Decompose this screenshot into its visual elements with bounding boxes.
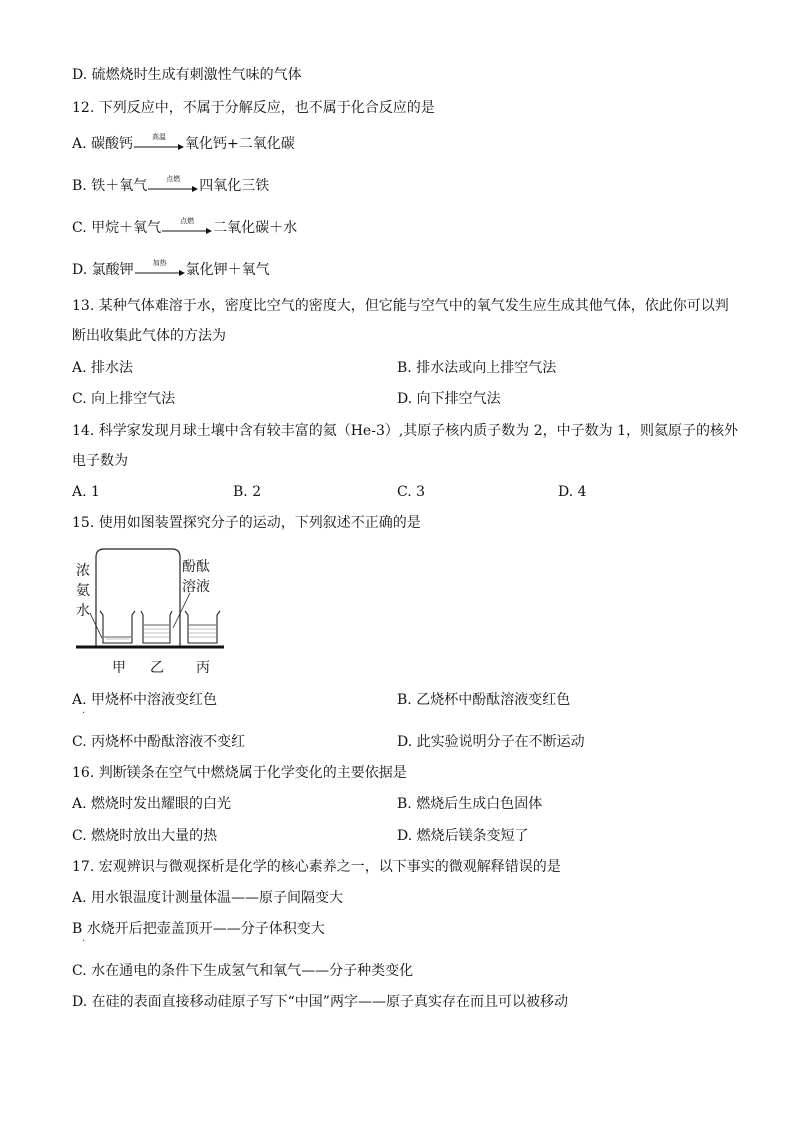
reaction-arrow [148,175,198,193]
q14-option-b: B. 2 [233,484,262,500]
q14-option-c: C. 3 [397,484,426,500]
q12-c-letter: C. [72,220,87,236]
beaker-label-yi: 乙 [150,660,164,676]
q17-option-d: D. 在硅的表面直接移动硅原子写下“中国”两字——原子真实存在而且可以被移动 [72,994,568,1010]
ammonia-label-char: 浓 [76,563,90,579]
reaction-arrow [134,133,184,151]
q13-option-c: C. 向上排空气法 [72,391,176,407]
q12-c-reactant: 甲烷＋氧气 [91,220,162,236]
q15-apparatus-figure [72,543,232,683]
q12-option-d [72,260,270,280]
q12-d-product: 氯化钾＋氧气 [185,262,270,278]
q16-stem: 16. 判断镁条在空气中燃烧属于化学变化的主要依据是 [72,765,407,781]
q12-a-reactant: 碳酸钙 [91,136,134,152]
stray-dot: · [82,936,86,947]
phenolphthalein-label-line: 溶液 [182,579,210,595]
q17-stem: 17. 宏观辨识与微观探析是化学的核心素养之一，以下事实的微观解释错误的是 [72,859,561,875]
reaction-arrow [162,217,212,235]
q13-stem-line1: 13. 某种气体难溶于水，密度比空气的密度大，但它能与空气中的氧气发生应生成其他气体，依此你可以判 [72,298,729,314]
phenolphthalein-label-line: 酚酞 [182,559,210,575]
phenolphthalein-label [182,557,210,597]
q16-option-b: B. 燃烧后生成白色固体 [397,796,543,812]
ammonia-label-char: 水 [76,603,90,619]
q17-option-c: C. 水在通电的条件下生成氢气和氧气——分子种类变化 [72,963,414,979]
reaction-condition: 高温 [152,133,167,141]
beaker-label-jia: 甲 [112,660,126,676]
q14-stem-line2: 电子数为 [72,453,128,469]
q15-option-a: A. 甲烧杯中溶液变红色 [72,692,218,708]
q15-option-b: B. 乙烧杯中酚酞溶液变红色 [397,692,571,708]
q12-option-b [72,176,269,196]
q13-stem-line2: 断出收集此气体的方法为 [72,328,226,344]
q13-option-a: A. 排水法 [72,360,134,376]
q12-b-product: 四氧化三铁 [199,178,270,194]
q15-stem: 15. 使用如图装置探究分子的运动，下列叙述不正确的是 [72,515,421,531]
ammonia-label [76,561,92,621]
q13-option-b: B. 排水法或向上排空气法 [397,360,557,376]
q14-option-a: A. 1 [72,484,100,500]
q12-stem: 12. 下列反应中，不属于分解反应，也不属于化合反应的是 [72,100,435,116]
reaction-condition: 点燃 [166,175,181,183]
q17-option-a: A. 用水银温度计测量体温——原子间隔变大 [72,890,344,906]
reaction-condition: 加热 [152,259,167,267]
q12-c-product: 二氧化碳＋水 [213,220,298,236]
q12-a-product: 氧化钙+二氧化碳 [185,136,295,152]
q13-option-d: D. 向下排空气法 [397,391,501,407]
stray-dot: · [82,708,86,719]
q16-option-d: D. 燃烧后镁条变短了 [397,828,529,844]
q16-option-a: A. 燃烧时发出耀眼的白光 [72,796,232,812]
q12-a-letter: A. [72,136,87,152]
q15-option-d: D. 此实验说明分子在不断运动 [397,734,585,750]
beaker-label-bing: 丙 [196,660,210,676]
q12-d-letter: D. [72,262,88,278]
arrow-icon [134,144,184,150]
q12-option-a [72,134,295,154]
q12-d-reactant: 氯酸钾 [91,262,134,278]
q16-option-c: C. 燃烧时放出大量的热 [72,828,218,844]
q11-option-d: D. 硫燃烧时生成有刺激性气味的气体 [72,67,302,83]
q12-option-c [72,218,297,238]
arrow-icon [135,270,185,276]
reaction-condition: 点燃 [180,217,195,225]
reaction-arrow [135,259,185,277]
ammonia-label-char: 氨 [76,583,90,599]
q14-option-d: D. 4 [558,484,587,500]
q15-option-c: C. 丙烧杯中酚酞溶液不变红 [72,734,246,750]
q17-option-b: B 水烧开后把壶盖顶开——分子体积变大 [72,921,325,937]
q14-stem-line1: 14. 科学家发现月球土壤中含有较丰富的氦（He-3）,其原子核内质子数为 2，中子数为 1，则氦原子的核外 [72,423,739,439]
q12-b-reactant: 铁＋氧气 [91,178,148,194]
arrow-icon [148,186,198,192]
q12-b-letter: B. [72,178,87,194]
arrow-icon [162,228,212,234]
